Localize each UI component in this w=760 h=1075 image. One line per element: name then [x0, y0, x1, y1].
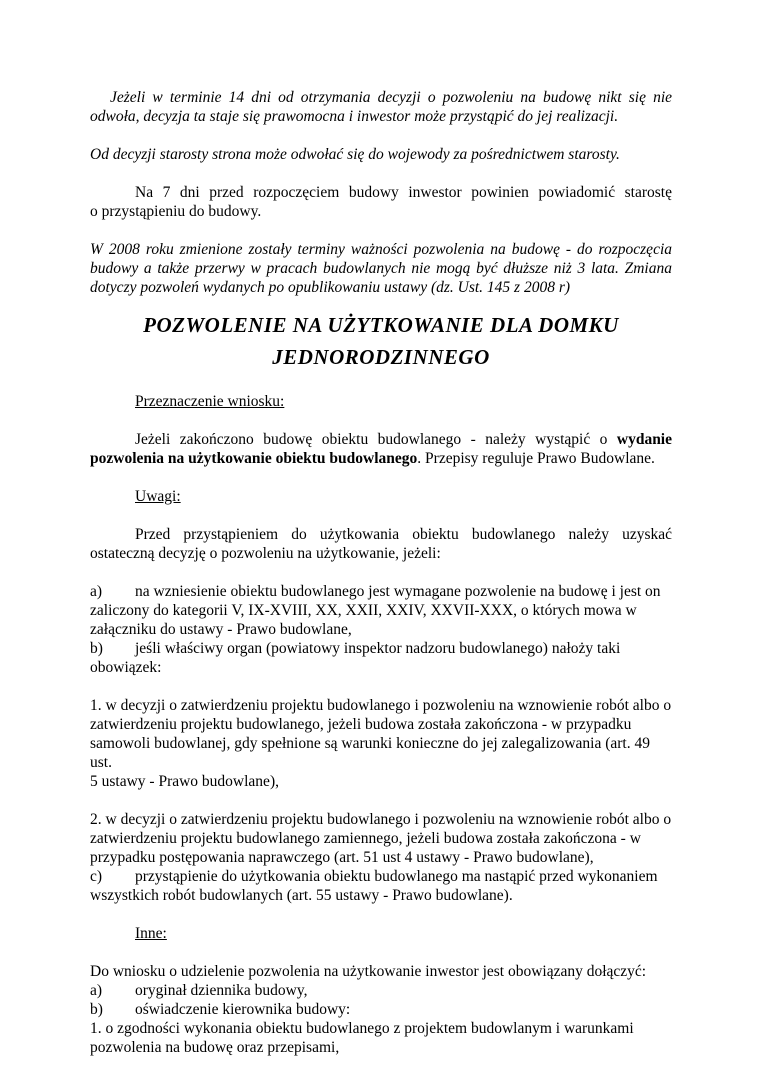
other-item-a: a) oryginał dziennika budowy,	[90, 982, 308, 999]
numbered-item-2-line1: 2. w decyzji o zatwierdzeniu projektu budowlanego i pozwoleniu na wznowienie robót albo o	[90, 811, 672, 828]
paragraph-appeal: Od decyzji starosty strona może odwołać się do wojewody za pośrednictwem starosty.	[90, 146, 620, 163]
paragraph-2008-line3: dotyczy pozwoleń wydanych po opublikowaniu ustawy (dz. Ust. 145 z 2008 r)	[90, 279, 571, 296]
other-numbered-1-line1: 1. o zgodności wykonania obiektu budowlanego z projektem budowlanym i warunkami	[90, 1020, 634, 1037]
list-item-c: c) przystąpienie do użytkowania obiektu budowlanego ma nastąpić przed wykonaniem	[90, 868, 658, 885]
subheading-purpose: Przeznaczenie wniosku:	[135, 393, 285, 410]
notes-intro-line2: ostateczną decyzję o pozwoleniu na użytkowanie, jeżeli:	[90, 545, 441, 562]
paragraph-2008-line1: W 2008 roku zmienione zostały terminy ważności pozwolenia na budowę - do rozpoczęcia	[90, 241, 672, 258]
other-intro: Do wniosku o udzielenie pozwolenia na użytkowanie inwestor jest obowiązany dołączyć:	[90, 963, 647, 980]
purpose-line1: Jeżeli zakończono budowę obiektu budowlanego - należy wystąpić o wydanie	[135, 431, 672, 448]
section-heading-line1: POZWOLENIE NA UŻYTKOWANIE DLA DOMKU	[143, 313, 619, 337]
numbered-item-1-line1: 1. w decyzji o zatwierdzeniu projektu budowlanego i pozwoleniu na wznowienie robót albo o	[90, 697, 672, 714]
notes-intro-line1: Przed przystąpieniem do użytkowania obiektu budowlanego należy uzyskać	[135, 526, 672, 543]
paragraph-validity-line2: odwoła, decyzja ta staje się prawomocna i inwestor może przystąpić do jej realizacji.	[90, 108, 619, 125]
list-item-a: a) na wzniesienie obiektu budowlanego jest wymagane pozwolenie na budowę i jest on	[90, 583, 661, 600]
document-page	[90, 88, 672, 1057]
paragraph-validity-line1: Jeżeli w terminie 14 dni od otrzymania decyzji o pozwoleniu na budowę nikt się nie	[110, 89, 672, 106]
list-item-b-line2: obowiązek:	[90, 659, 162, 676]
list-item-a-line3: załączniku do ustawy - Prawo budowlane,	[90, 621, 352, 638]
numbered-item-1-line2: zatwierdzeniu projektu budowlanego, jeżeli budowa została zakończona - w przypadku	[90, 716, 632, 733]
list-item-a-line2: zaliczony do kategorii V, IX-XVIII, XX, XXII, XXIV, XXVII-XXX, o których mowa w	[90, 602, 637, 619]
paragraph-2008-line2: budowy a także przerwy w pracach budowlanych nie mogą być dłuższe niż 3 lata. Zmiana	[90, 260, 672, 277]
subheading-other: Inne:	[135, 925, 167, 942]
paragraph-notify-line1: Na 7 dni przed rozpoczęciem budowy inwestor powinien powiadomić starostę	[135, 184, 672, 201]
paragraph-notify-line2: o przystąpieniu do budowy.	[90, 203, 262, 220]
numbered-item-1-line3: samowoli budowlanej, gdy spełnione są warunki konieczne do jej zalegalizowania (art. 49 ust.	[90, 735, 650, 771]
subheading-notes: Uwagi:	[135, 488, 181, 505]
numbered-item-1-line4: 5 ustawy - Prawo budowlane),	[90, 773, 279, 790]
list-item-b: b) jeśli właściwy organ (powiatowy inspektor nadzoru budowlanego) nałoży taki	[90, 640, 621, 657]
other-item-b: b) oświadczenie kierownika budowy:	[90, 1001, 351, 1018]
section-heading-line2: JEDNORODZINNEGO	[272, 345, 490, 369]
numbered-item-2-line2: zatwierdzeniu projektu budowlanego zamiennego, jeżeli budowa została zakończona - w	[90, 830, 641, 847]
other-numbered-1-line2: pozwolenia na budowę oraz przepisami,	[90, 1039, 340, 1056]
purpose-line2: pozwolenia na użytkowanie obiektu budowlanego. Przepisy reguluje Prawo Budowlane.	[90, 450, 655, 467]
list-item-c-line2: wszystkich robót budowlanych (art. 55 ustawy - Prawo budowlane).	[90, 887, 513, 904]
numbered-item-2-line3: przypadku postępowania naprawczego (art. 51 ust 4 ustawy - Prawo budowlane),	[90, 849, 594, 866]
